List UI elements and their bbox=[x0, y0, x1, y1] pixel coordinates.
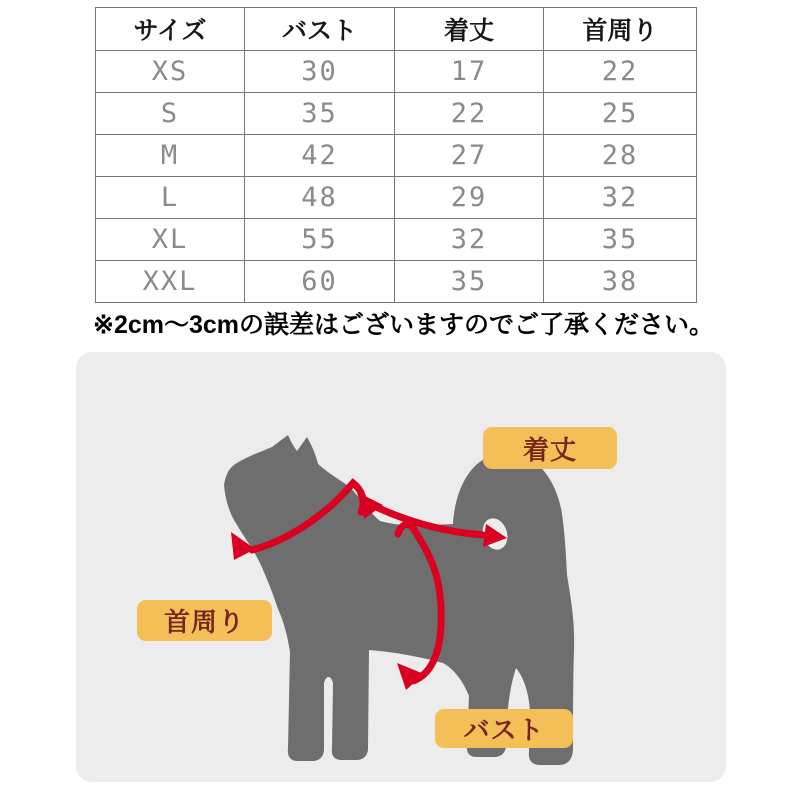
size-cell: 22 bbox=[395, 93, 544, 135]
size-cell: 35 bbox=[245, 93, 395, 135]
garment-length-label: 着丈 bbox=[483, 427, 617, 469]
size-cell: 25 bbox=[544, 93, 697, 135]
tolerance-note: ※2cm〜3cmの誤差はございますのでご了承ください。 bbox=[93, 311, 715, 339]
bust-measure-arrowhead bbox=[397, 663, 424, 690]
size-chart-table bbox=[95, 7, 697, 303]
size-cell: 22 bbox=[544, 51, 697, 93]
header-length: 着丈 bbox=[395, 8, 544, 51]
header-size: サイズ bbox=[96, 8, 245, 51]
table-row bbox=[96, 51, 697, 93]
size-cell: M bbox=[96, 135, 245, 177]
dog-measurement-illustration bbox=[76, 352, 726, 782]
header-neck: 首周り bbox=[544, 8, 697, 51]
size-cell: 48 bbox=[245, 177, 395, 219]
size-cell: S bbox=[96, 93, 245, 135]
size-cell: 17 bbox=[395, 51, 544, 93]
table-row bbox=[96, 177, 697, 219]
table-row bbox=[96, 219, 697, 261]
size-cell: 55 bbox=[245, 219, 395, 261]
size-cell: XL bbox=[96, 219, 245, 261]
size-cell: 29 bbox=[395, 177, 544, 219]
size-cell: 42 bbox=[245, 135, 395, 177]
table-row bbox=[96, 261, 697, 303]
table-row bbox=[96, 93, 697, 135]
neck-girth-label: 首周り bbox=[137, 600, 272, 641]
size-cell: 28 bbox=[544, 135, 697, 177]
bust-girth-label: バスト bbox=[435, 709, 573, 748]
header-bust: バスト bbox=[245, 8, 395, 51]
size-cell: 35 bbox=[544, 219, 697, 261]
size-cell: 60 bbox=[245, 261, 395, 303]
table-row bbox=[96, 135, 697, 177]
size-cell: 38 bbox=[544, 261, 697, 303]
size-cell: XXL bbox=[96, 261, 245, 303]
size-cell: L bbox=[96, 177, 245, 219]
size-cell: XS bbox=[96, 51, 245, 93]
measurement-diagram-panel bbox=[76, 352, 726, 782]
size-cell: 32 bbox=[544, 177, 697, 219]
size-cell: 30 bbox=[245, 51, 395, 93]
table-header-row bbox=[96, 8, 697, 51]
size-cell: 35 bbox=[395, 261, 544, 303]
size-cell: 32 bbox=[395, 219, 544, 261]
size-cell: 27 bbox=[395, 135, 544, 177]
